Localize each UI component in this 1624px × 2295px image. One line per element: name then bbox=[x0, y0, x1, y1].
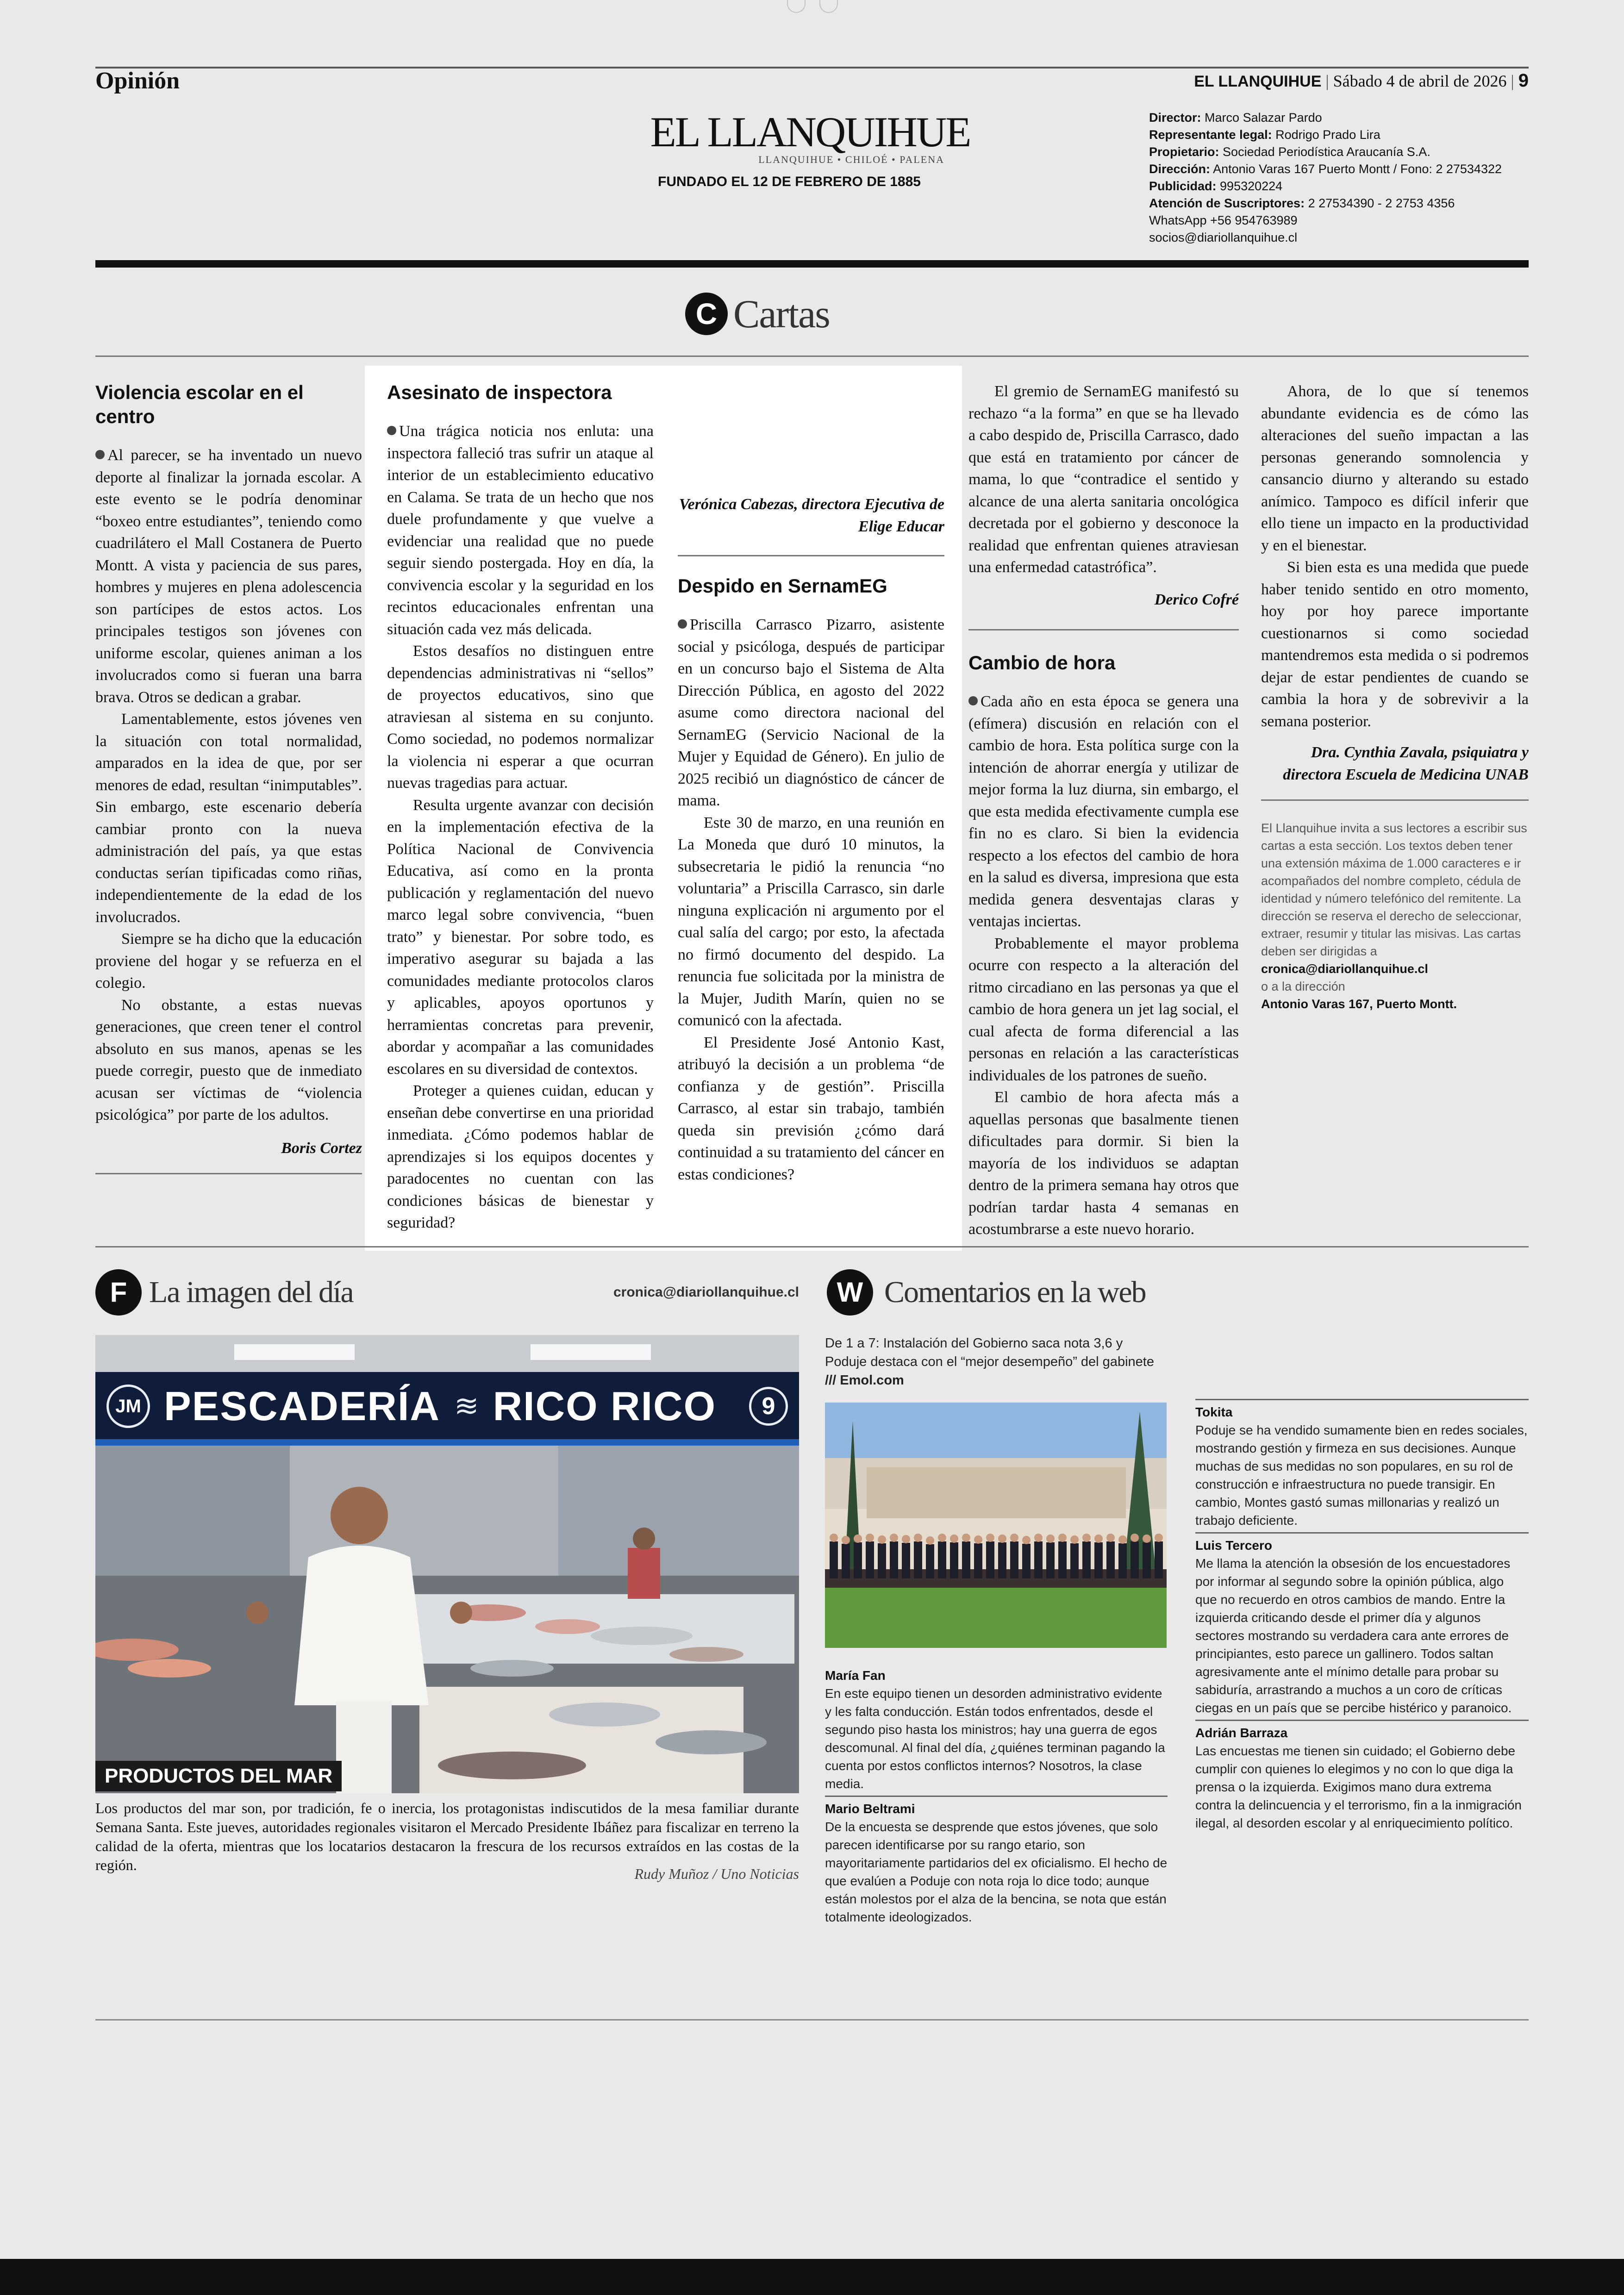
comment-divider bbox=[1195, 1532, 1529, 1534]
comment-text: Poduje se ha vendido sumamente bien en redes sociales, mostrando gestión y firmeza en sus decisiones. Aunque muchas de sus medidas no son populares, en su rol de construcción e infraestructura no puede transigir. En cambio, Montes gastó sumas millonarias y realizó un trabajo deficiente. bbox=[1195, 1423, 1528, 1528]
letter-paragraph: Probablemente el mayor problema ocurre con respecto a la alteración del ritmo circadiano en las personas ya que el cambio de hora genera un jet lag social, el cual afecta de forma diferencial a las personas en relación a las características individuales de los patrones de sueño. bbox=[968, 935, 1239, 1084]
letter-title: Cambio de hora bbox=[968, 652, 1116, 674]
cartas-header bbox=[685, 291, 963, 337]
comment-author: Tokita bbox=[1195, 1405, 1233, 1419]
staff-line: Dirección: Antonio Varas 167 Puerto Montt / Fono: 2 27534322 bbox=[1149, 162, 1502, 176]
sign-logo-icon: JM bbox=[106, 1384, 150, 1428]
letter-author: Dra. Cynthia Zavala, psiquiatra y directora Escuela de Medicina UNAB bbox=[1283, 744, 1529, 783]
letter-violencia bbox=[95, 380, 362, 1174]
letter-paragraph: Cada año en esta época se genera una (efímera) discusión en relación con el cambio de hora. Esta política surge con la intención de ahorrar energía y utilizar de mejor forma la luz diurna, sin embargo, el que esta medida efectivamente cumpla ese fin no es claro. Si bien la evidencia respecto a los efectos del cambio de hora en la salud es diversa, impresiona que esta medida genera desventajas claras y ventajas inciertas. bbox=[968, 693, 1239, 930]
comment-author: Mario Beltrami bbox=[825, 1802, 915, 1816]
letter-cambio-hora bbox=[968, 380, 1239, 1241]
comment-author: María Fan bbox=[825, 1668, 886, 1683]
bullet-icon bbox=[387, 426, 396, 435]
market-photo bbox=[95, 1335, 799, 1793]
comment-text: En este equipo tienen un desorden administrativo evidente y les falta conducción. Están todos enfrentados, desde el segundo piso hasta los ministros; hay una guerra de egos descomunal. Al final del día, ¿quiénes terminan pagando la cuenta por estos conflictos internos? Nosotros, la clase media. bbox=[825, 1686, 1165, 1791]
pescaderia-sign bbox=[106, 1380, 788, 1432]
letter-author: Boris Cortez bbox=[281, 1139, 362, 1157]
letter-cambio-hora-cont bbox=[1261, 380, 1529, 1013]
comentarios-title: Comentarios en la web bbox=[884, 1275, 1146, 1309]
staff-line: Propietario: Sociedad Periodística Araucanía S.A. bbox=[1149, 145, 1430, 159]
letter-paragraph: El Presidente José Antonio Kast, atribuyó la decisión a un problema “de confianza y de gestión”. Priscilla Carrasco, al estar sin trabajo, también queda sin previsión ¿cómo dará continuidad a su tratamiento del cáncer en estas condiciones? bbox=[678, 1034, 944, 1183]
photo-caption: Los productos del mar son, por tradición, fe o inercia, los protagonistas indiscutidos de la mesa familiar durante Semana Santa. Este jueves, autoridades regionales visitaron el Mercado Presidente Ibáñez para fiscalizar en terreno la calidad de la oferta, mientras que los locatarios destacaron la frescura de los recursos extraídos en las costas de la región. bbox=[95, 1800, 799, 1873]
comentarios-badge-icon: W bbox=[827, 1269, 873, 1316]
bullet-icon bbox=[968, 696, 978, 705]
note-address-intro: o a la dirección bbox=[1261, 979, 1345, 993]
bullet-icon bbox=[678, 619, 687, 629]
comment-headline: De 1 a 7: Instalación del Gobierno saca nota 3,6 y Poduje destaca con el “mejor desempeño” del gabinete /// Emol.com bbox=[825, 1336, 1154, 1388]
comment-author: Adrián Barraza bbox=[1195, 1726, 1288, 1740]
viewer-button-right[interactable] bbox=[819, 0, 838, 13]
staff-line: socios@diariollanquihue.cl bbox=[1149, 231, 1298, 244]
folio-date: Sábado 4 de abril de 2026 bbox=[1333, 72, 1507, 90]
sign-number: 9 bbox=[749, 1387, 788, 1426]
comments-col-2 bbox=[1195, 1396, 1529, 1832]
letter-author: Derico Cofré bbox=[1154, 591, 1239, 608]
letter-paragraph: Siempre se ha dicho que la educación proviene del hogar y se refuerza en el colegio. bbox=[95, 930, 362, 992]
comment-item bbox=[825, 1666, 1168, 1793]
comment-source[interactable]: /// Emol.com bbox=[825, 1373, 904, 1388]
letter-title: Despido en SernamEG bbox=[678, 575, 887, 597]
sign-text: PESCADERÍA bbox=[164, 1383, 440, 1429]
staff-line: Director: Marco Salazar Pardo bbox=[1149, 111, 1322, 125]
comment-divider bbox=[825, 1796, 1168, 1797]
masthead-block bbox=[648, 107, 972, 190]
comentarios-header bbox=[827, 1269, 1530, 1316]
staff-line: WhatsApp +56 954763989 bbox=[1149, 213, 1298, 227]
letter-paragraph: Proteger a quienes cuidan, educan y enseñan debe convertirse en una prioridad inmediata. ¿Cómo podemos hablar de aprendizajes si los equipos docentes y paradocentes no cuentan con las condiciones básicas de bienestar y seguridad? bbox=[387, 1082, 654, 1231]
folio-paper-name: EL LLANQUIHUE bbox=[1194, 73, 1322, 90]
imagen-email[interactable]: cronica@diariollanquihue.cl bbox=[613, 1285, 799, 1300]
letter-paragraph: Una trágica noticia nos enluta: una inspectora falleció tras sufrir un ataque al interior de un establecimiento educativo en Calama. Se trata de un hecho que nos duele profundamente y que vuelve a evidenciar una realidad que no puede seguir siendo postergada. Hoy en día, la convivencia escolar y la seguridad en los recintos educacionales enfrentan una situación cada vez más delicada. bbox=[387, 423, 654, 638]
comment-item bbox=[1195, 1536, 1529, 1717]
note-email[interactable]: cronica@diariollanquihue.cl bbox=[1261, 962, 1428, 976]
imagen-badge-icon: F bbox=[95, 1269, 142, 1316]
comment-item bbox=[825, 1800, 1168, 1926]
photo-label: PRODUCTOS DEL MAR bbox=[95, 1761, 342, 1791]
comment-text: Me llama la atención la obsesión de los encuestadores por informar al segundo sobre la opinión pública, algo que no recuerdo en otros cambios de mando. Entre la izquierda criticando desde el primer día y algunos sectores mostrando su verdadera cara ante errores de principiantes, esto parece un gallinero. Todos saltan agresivamente ante el mínimo detalle para probar su sabiduría, arrastrando a muchos a un coro de críticas ciegas en un país que se percibe histérico y paranoico. bbox=[1195, 1556, 1512, 1715]
letter-paragraph: Priscilla Carrasco Pizarro, asistente social y psicóloga, después de participar en un concurso bajo el Sistema de Alta Dirección Pública, en agosto del 2022 asume como directora nacional del SernamEG (Servicio Nacional de la Mujer y Equidad de Género). En julio de 2025 recibió un diagnóstico de cáncer de mama. bbox=[678, 616, 944, 809]
staff-line: Representante legal: Rodrigo Prado Lira bbox=[1149, 128, 1380, 142]
imagen-header bbox=[95, 1269, 799, 1316]
comment-author: Luis Tercero bbox=[1195, 1538, 1272, 1553]
imagen-title: La imagen del día bbox=[149, 1275, 353, 1309]
comment-divider bbox=[1195, 1399, 1529, 1400]
government-photo-illustration bbox=[825, 1403, 1167, 1648]
column-rule bbox=[1261, 799, 1529, 801]
letter-paragraph: Ahora, de lo que sí tenemos abundante evidencia es de cómo las alteraciones del sueño impactan a las personas generando somnolencia y cansancio diurno y alterando su estado anímico. Tampoco es difícil inferir que ello tiene un impacto en la productividad y en el bienestar. bbox=[1261, 383, 1529, 554]
viewer-bottom-bar bbox=[0, 2259, 1624, 2295]
column-rule bbox=[678, 555, 944, 556]
government-photo bbox=[825, 1403, 1167, 1648]
sign-text-2: RICO RICO bbox=[493, 1383, 717, 1429]
note-address: Antonio Varas 167, Puerto Montt. bbox=[1261, 997, 1457, 1011]
photo-credit: Rudy Muñoz / Uno Noticias bbox=[634, 1865, 799, 1882]
cartas-bottom-rule bbox=[95, 1246, 1529, 1247]
letter-title: Violencia escolar en el centro bbox=[95, 381, 304, 427]
letter-paragraph: Este 30 de marzo, en una reunión en La Moneda que duró 10 minutos, la subsecretaria le pidió la renuncia “no voluntaria” a Priscilla Carrasco, sin darle ninguna explicación ni argumento por el cual salía del cargo; por esto, la afectada no firmó documento del despido. La renuncia fue solicitada por la ministra de la Mujer, Judith Marín, quien no se comunicó con la afectada. bbox=[678, 814, 944, 1029]
comment-divider bbox=[1195, 1720, 1529, 1721]
submission-note: El Llanquihue invita a sus lectores a escribir sus cartas a esta sección. Los textos deben tener una extensión máxima de 1.000 caracteres e ir acompañados del nombre completo, cédula de identidad y número telefónico del remitente. La dirección se reserva el derecho de seleccionar, extraer, resumir y titular las misivas. Las cartas deben ser dirigidas a cronica@diariollanquihue.cl o a la dirección Antonio Varas 167, Puerto Montt. bbox=[1261, 819, 1529, 1013]
staff-box bbox=[1149, 109, 1538, 246]
cartas-title: Cartas bbox=[733, 292, 830, 336]
fish-icon: ≋ bbox=[454, 1390, 479, 1422]
letter-paragraph: El cambio de hora afecta más a aquellas personas que basalmente tienen dificultades para dormir. Si bien la mayoría de los individuos se adaptan dentro de la primera semana hay otros que podrían tardar hasta 4 semanas en acostumbrarse a este nuevo horario. bbox=[968, 1089, 1239, 1238]
letter-asesinato bbox=[387, 380, 654, 1234]
viewer-button-left[interactable] bbox=[787, 0, 806, 13]
folio: EL LLANQUIHUE | Sábado 4 de abril de 2026 | 9 bbox=[1194, 70, 1529, 91]
letter-paragraph: Estos desafíos no distinguen entre dependencias administrativas ni “sellos” de proyectos educativos, sino que atraviesan al sistema en su conjunto. Como sociedad, no podemos normalizar la violencia ni esperar a que ocurran nuevas tragedias para actuar. bbox=[387, 642, 654, 792]
comment-text: Las encuestas me tienen sin cuidado; el Gobierno debe cumplir con quienes lo elegimos y no con lo que diga la prensa o la izquierda. Exigimos mano dura extrema contra la delincuencia y el terrorismo, fin a la inmigración ilegal, al desorden escolar y al enriquecimiento político. bbox=[1195, 1744, 1522, 1830]
section-label: Opinión bbox=[95, 68, 180, 94]
letter-paragraph: Al parecer, se ha inventado un nuevo deporte al finalizar la jornada escolar. A este evento se le podría denominar “boxeo entre estudiantes”, teniendo como cuadrilátero el Mall Costanera de Puerto Montt. A vista y paciencia de sus pares, hombres y mujeres en plena adolescencia son partícipes de estos actos. Los principales testigos son jóvenes con uniforme escolar, quienes animan a los involucrados como si fueran una barra brava. Otros se dedican a grabar. bbox=[95, 447, 362, 706]
letter-paragraph: Si bien esta es una medida que puede haber tenido sentido en otro momento, hoy por hoy parece importante cuestionarnos si como sociedad mantendremos esta medida o si podremos dejar de estar pendientes de cuando se cambia la hora y de sobrevivir a la semana posterior. bbox=[1261, 559, 1529, 730]
masthead-subtitle: LLANQUIHUE • CHILOÉ • PALENA bbox=[758, 154, 944, 165]
staff-line: Publicidad: 995320224 bbox=[1149, 179, 1283, 193]
founded-date: FUNDADO EL 12 DE FEBRERO DE 1885 bbox=[658, 174, 921, 189]
cartas-badge-icon: C bbox=[685, 293, 728, 335]
bullet-icon bbox=[95, 450, 105, 459]
comment-item bbox=[1195, 1724, 1529, 1832]
masthead-thick-rule bbox=[95, 260, 1529, 268]
letter-title: Asesinato de inspectora bbox=[387, 381, 612, 403]
page-bottom-rule bbox=[95, 2019, 1529, 2021]
masthead-logo: EL LLANQUIHUE bbox=[650, 108, 970, 156]
letter-paragraph: Resulta urgente avanzar con decisión en la implementación efectiva de la Política Nacional de Convivencia Educativa, así como en la pronta publicación y reglamentación del nuevo marco legal sobre convivencia, “buen trato” y bienestar. Por sobre todo, es imperativo asegurar su bajada a las comunidades mediante protocolos claros y aplicables, apoyos oportunos y herramientas concretas para prevenir, abordar y acompañar a las comunidades escolares en su diversidad de contextos. bbox=[387, 796, 654, 1078]
letter-paragraph: El gremio de SernamEG manifestó su rechazo “a la forma” en que se ha llevado a cabo despido de, Priscilla Carrasco, dado que está en tratamiento por cáncer de mama, lo que “contradice el sentido y alcance de una alerta sanitaria oncológica decretada por el gobierno y desconoce la realidad que enfrentan quienes atraviesan una enfermedad catastrófica”. bbox=[968, 383, 1239, 576]
letter-paragraph: Lamentablemente, estos jóvenes ven la situación con total normalidad, amparados en la idea de que, por ser menores de edad, resultan “inimputables”. Sin embargo, este escenario debería cambiar pronto con la nueva administración del país, ya que estas conductas serían tipificadas como riñas, independientemente de la edad de los involucrados. bbox=[95, 711, 362, 926]
cartas-rule bbox=[95, 355, 1529, 357]
column-rule bbox=[968, 629, 1239, 630]
letter-author: Verónica Cabezas, directora Ejecutiva de Elige Educar bbox=[679, 496, 944, 535]
comments-col-1 bbox=[825, 1666, 1168, 1926]
letter-sernameg bbox=[678, 493, 944, 1185]
column-rule bbox=[95, 1173, 362, 1174]
letter-paragraph: No obstante, a estas nuevas generaciones, que creen tener el control absoluto en sus manos, apenas se les puede corregir, puesto que de inmediato acusan ser víctimas de “violencia psicológica” por parte de los adultos. bbox=[95, 996, 362, 1123]
top-rule bbox=[95, 67, 1529, 69]
staff-line: Atención de Suscriptores: 2 27534390 - 2 2753 4356 bbox=[1149, 196, 1455, 210]
comment-item bbox=[1195, 1403, 1529, 1529]
page-number: 9 bbox=[1518, 70, 1529, 91]
comment-text: De la encuesta se desprende que estos jóvenes, que solo parecen identificarse por su rango etario, son mayoritariamente partidarios del ex oficialismo. El hecho de que evalúen a Poduje con nota roja lo dice todo; aunque están molestos por el alza de la bencina, se nota que están totalmente ideologizados. bbox=[825, 1820, 1168, 1924]
